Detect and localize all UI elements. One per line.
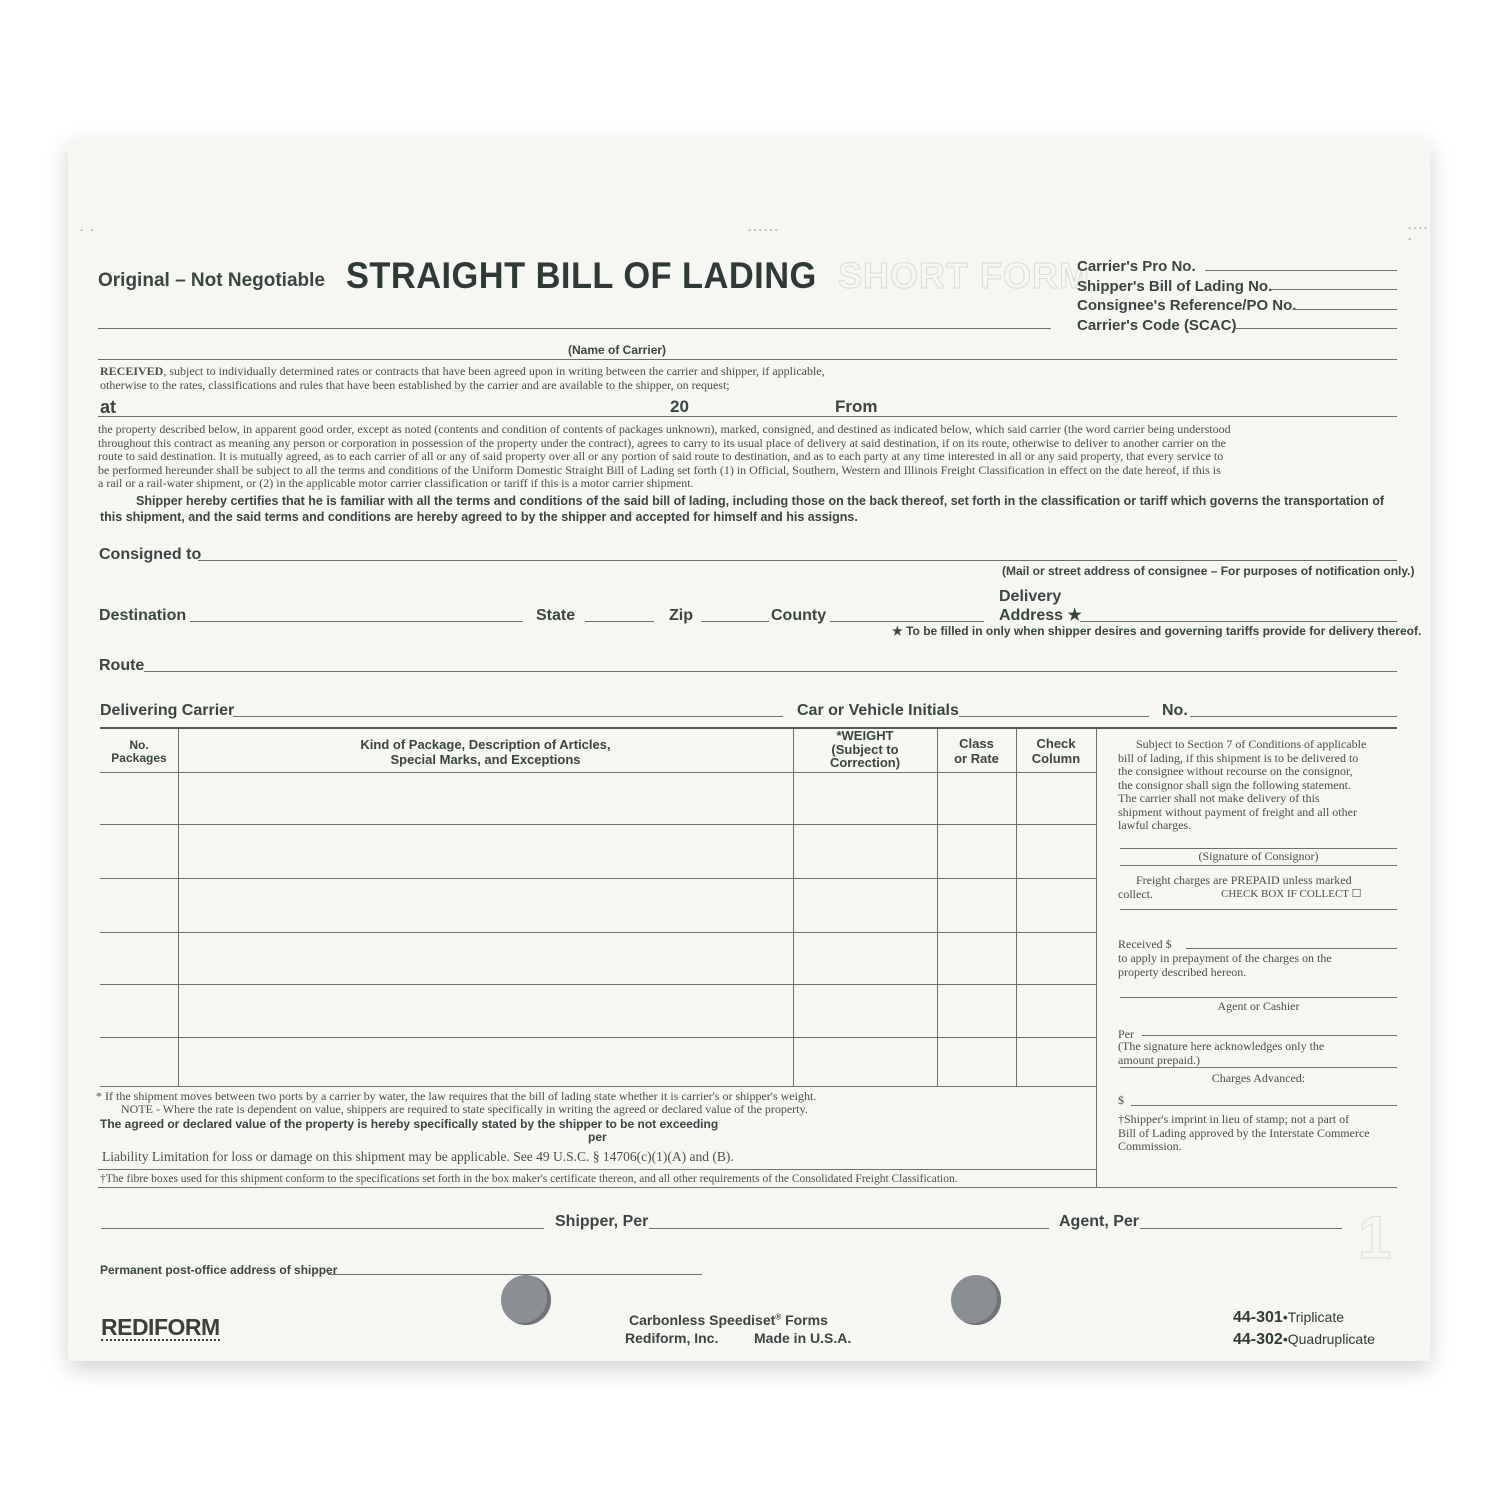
table-row[interactable] — [100, 984, 1096, 985]
received-amount-field[interactable] — [1186, 948, 1397, 949]
certify-line: this shipment, and the said terms and conditions are hereby agreed to by the shipper and accepted for himself and his assigns. — [100, 510, 858, 524]
carbonless-label: Carbonless Speediset® Forms — [629, 1312, 828, 1328]
signature-note-line: (The signature here acknowledges only the — [1118, 1039, 1325, 1053]
imprint-text — [1118, 1113, 1403, 1154]
car-initials-label: Car or Vehicle Initials — [797, 702, 959, 719]
received-line1: , subject to individually determined rates or contracts that have been agreed upon in writing between the carrier and shipper, if applicable, — [163, 364, 825, 378]
terms-line: route to said destination. It is mutually agreed, as to each carrier of all or any of said property over all or any portion of said route to destination, and as to each party at any time interested in all or any said property, that every service to — [98, 449, 1224, 463]
carrier-ref-labels — [1077, 257, 1296, 335]
form-number-triplicate — [1233, 1309, 1344, 1327]
col-header-text: Packages — [111, 751, 167, 765]
destination-label: Destination — [99, 607, 187, 624]
vehicle-no-label: No. — [1162, 702, 1188, 719]
mail-address-note: (Mail or street address of consignee – For purposes of notification only.) — [1002, 564, 1415, 578]
perforation-mark: ------ — [748, 225, 780, 236]
agent-cashier-label: Agent or Cashier — [1217, 999, 1300, 1013]
form-number: 44-302 — [1233, 1331, 1283, 1348]
water-footnote: * If the shipment moves between two ports by a carrier by water, the law requires that the bill of lading state whether it is carrier's or shipper's weight. — [96, 1089, 817, 1103]
perforation-mark: ----- — [1408, 223, 1430, 245]
consigned-to-label: Consigned to — [99, 546, 202, 563]
side-panel-divider — [1096, 729, 1097, 1187]
liability-text: Liability Limitation for loss or damage on this shipment may be applicable. See 49 U.S.C. § 14706(c)(1)(A) and (B). — [102, 1149, 734, 1164]
terms-line: the property described below, in apparent good order, except as noted (contents and condition of contents of packages unknown), marked, consigned, and destined as indicated below, which said carrier (the word carrier being understood — [98, 422, 1231, 436]
copy-number: 1 — [1358, 1204, 1392, 1271]
table-top-border — [100, 727, 1397, 729]
section7-line: The carrier shall not make delivery of this — [1118, 791, 1320, 805]
table-col-divider — [793, 729, 794, 1087]
col-header-text: *WEIGHT — [836, 728, 894, 743]
col-header-text: Class — [959, 736, 994, 751]
divider — [1120, 1067, 1397, 1068]
col-header-text: No. — [129, 738, 149, 752]
apply-text — [1118, 952, 1403, 979]
col-header-text: Correction) — [829, 755, 901, 770]
form-number-quadruplicate — [1233, 1331, 1375, 1349]
terms-line: a rail or a rail-water shipment, or (2) in the applicable motor carrier classification or tariff if this is a motor carrier shipment. — [98, 476, 694, 490]
permanent-address-label: Permanent post-office address of shipper — [100, 1263, 338, 1277]
table-row[interactable] — [100, 1086, 1096, 1087]
imprint-line: Commission. — [1118, 1139, 1182, 1153]
section7-line: the consignor shall sign the following statement. — [1118, 777, 1351, 792]
col-header-text: Special Marks, and Exceptions — [390, 752, 581, 767]
car-initials-field[interactable] — [959, 716, 1149, 717]
from-label: From — [835, 397, 878, 416]
divider — [98, 1169, 1096, 1170]
permanent-address-field[interactable] — [328, 1274, 702, 1275]
agent-per-label: Agent, Per — [1059, 1213, 1140, 1230]
perforation-mark: - - — [80, 225, 96, 236]
divider — [98, 359, 1397, 360]
table-row[interactable] — [100, 932, 1096, 933]
agent-cashier-field[interactable] — [1120, 997, 1397, 998]
address-word: Address ★ — [999, 607, 1082, 624]
bill-of-lading-sheet — [68, 139, 1430, 1361]
apply-line: to apply in prepayment of the charges on the — [1118, 951, 1332, 965]
state-label: State — [536, 607, 576, 624]
terms-line: be performed hereunder shall be subject to all the terms and conditions of the Uniform Domestic Straight Bill of Lading set forth (1) in Official, Southern, Western and Illinois Freight Classification in effect on the date hereof, if this is — [98, 462, 1221, 477]
zip-field[interactable] — [701, 621, 769, 622]
shipper-bol-label: Shipper's Bill of Lading No. — [1077, 277, 1273, 295]
signature-note — [1118, 1040, 1403, 1067]
per-field[interactable] — [1142, 1035, 1397, 1036]
carrier-pro-field[interactable] — [1205, 270, 1397, 271]
scac-label: Carrier's Code (SCAC) — [1077, 316, 1237, 334]
signature-note-line: amount prepaid.) — [1118, 1052, 1200, 1067]
collect-checkbox[interactable]: CHECK BOX IF COLLECT ☐ — [1221, 887, 1362, 900]
section7-line: the consignee without recourse on the consignor, — [1118, 764, 1353, 778]
form-number: 44-301 — [1233, 1309, 1283, 1326]
punch-hole — [951, 1275, 1001, 1325]
table-col-divider — [937, 729, 938, 1087]
freight-charges-line: Freight charges are PREPAID unless marked — [1136, 873, 1352, 887]
col-header-text: Column — [1031, 751, 1081, 766]
original-label: Original – Not Negotiable — [98, 270, 325, 291]
consigned-to-field[interactable] — [198, 560, 1397, 561]
scac-field[interactable] — [1233, 328, 1397, 329]
agent-per-field[interactable] — [1140, 1228, 1342, 1229]
received-word: RECEIVED — [100, 364, 164, 378]
received-dollar-label: Received $ — [1118, 937, 1172, 951]
route-field[interactable] — [144, 671, 1397, 672]
page-title: STRAIGHT BILL OF LADING — [346, 255, 817, 296]
col-header-weight — [793, 729, 937, 770]
certify-text — [100, 493, 1400, 525]
fibre-boxes-note: †The fibre boxes used for this shipment conform to the specifications set forth in the box maker's certificate thereon, and all other requirements of the Consolidated Freight Classification. — [100, 1173, 958, 1185]
certify-line: Shipper hereby certifies that he is familiar with all the terms and conditions of the said bill of lading, including those on the back thereof, set forth in the classification or tariff which governs the transportation of — [136, 494, 1385, 508]
punch-hole — [501, 1275, 551, 1325]
state-field[interactable] — [585, 621, 654, 622]
delivery-word: Delivery — [999, 588, 1062, 605]
zip-label: Zip — [669, 607, 693, 624]
col-header-text: (Subject to — [831, 741, 899, 757]
delivery-note: ★ To be filled in only when shipper desires and governing tariffs provide for delivery thereof. — [892, 624, 1422, 638]
imprint-line: Bill of Lading approved by the Interstate Commerce — [1118, 1125, 1370, 1140]
year-label: 20 — [670, 397, 689, 416]
route-label: Route — [99, 657, 145, 674]
section7-line: bill of lading, if this shipment is to be delivered to — [1118, 750, 1359, 765]
county-label: County — [771, 607, 827, 624]
imprint-line: †Shipper's imprint in lieu of stamp; not a part of — [1118, 1112, 1350, 1126]
shipper-per-label: Shipper, Per — [555, 1213, 649, 1230]
form-type: •Quadruplicate — [1282, 1331, 1375, 1347]
form-type: •Triplicate — [1282, 1309, 1345, 1325]
shipper-per-field[interactable] — [649, 1228, 1049, 1229]
section7-line: shipment without payment of freight and all other — [1118, 804, 1357, 819]
destination-field[interactable] — [190, 621, 523, 622]
apply-line: property described hereon. — [1118, 964, 1247, 979]
section7-text — [1118, 738, 1403, 833]
section7-line: lawful charges. — [1118, 818, 1192, 832]
dollar-sign: $ — [1118, 1093, 1124, 1107]
forms-text: Forms — [781, 1312, 828, 1328]
divider — [98, 1187, 1397, 1188]
terms-line: throughout this contract as meaning any person or corporation in possession of the property under the contract), agrees to carry to its usual place of delivery at said destination, if on its route, otherwise to deliver to another carrier on the — [98, 435, 1226, 450]
delivering-carrier-field[interactable] — [233, 716, 783, 717]
value-note: NOTE - Where the rate is dependent on value, shippers are required to state specifically in writing the agreed or declared value of the property. — [121, 1102, 808, 1116]
carrier-name-field[interactable] — [98, 328, 1051, 329]
carbonless-text: Carbonless Speediset — [629, 1312, 776, 1328]
company-label: Rediform, Inc. — [625, 1330, 719, 1346]
charges-advanced-field[interactable] — [1131, 1105, 1397, 1106]
delivering-carrier-label: Delivering Carrier — [100, 702, 235, 719]
table-col-divider — [1016, 729, 1017, 1087]
collect-word: collect. — [1118, 886, 1153, 901]
table-row[interactable] — [100, 1037, 1096, 1038]
col-header-text: Kind of Package, Description of Articles, — [360, 737, 611, 752]
col-header-class — [937, 736, 1016, 766]
delivery-address-label — [999, 587, 1082, 625]
consignee-ref-field[interactable] — [1292, 309, 1397, 310]
col-header-packages — [100, 739, 178, 765]
county-field[interactable] — [830, 621, 984, 622]
received-line2: otherwise to the rates, classifications and rules that have been established by the carrier and are available to the shipper, on request; — [100, 377, 730, 392]
col-header-text: Check — [1036, 736, 1076, 751]
per-label: Per — [1118, 1027, 1134, 1041]
shipper-field[interactable] — [101, 1228, 544, 1229]
charges-advanced-label: Charges Advanced: — [1211, 1071, 1306, 1085]
section7-line: Subject to Section 7 of Conditions of applicable — [1136, 737, 1367, 751]
divider — [1120, 909, 1397, 910]
at-date-from-field[interactable] — [98, 416, 1397, 417]
col-header-check — [1016, 736, 1096, 766]
at-label: at — [100, 397, 117, 417]
table-col-divider — [178, 729, 179, 1087]
vehicle-no-field[interactable] — [1190, 716, 1397, 717]
shipper-bol-field[interactable] — [1271, 289, 1397, 290]
declared-per-label: per — [588, 1130, 607, 1144]
carrier-pro-label: Carrier's Pro No. — [1077, 258, 1196, 275]
table-row[interactable] — [100, 824, 1096, 825]
received-text — [100, 365, 980, 392]
table-header-divider — [100, 772, 1096, 773]
table-row[interactable] — [100, 878, 1096, 879]
name-of-carrier-label: (Name of Carrier) — [568, 343, 667, 357]
rediform-logo: REDIFORM — [101, 1314, 220, 1340]
col-header-text: or Rate — [954, 751, 999, 766]
freight-charges-text — [1118, 874, 1403, 901]
col-header-kind — [178, 737, 793, 767]
declared-value-text: The agreed or declared value of the property is hereby specifically stated by the shipper to be not exceeding — [100, 1117, 719, 1131]
made-in-label: Made in U.S.A. — [754, 1330, 852, 1346]
consignee-ref-label: Consignee's Reference/PO No. — [1077, 297, 1297, 314]
delivery-address-field[interactable] — [1080, 621, 1397, 622]
divider — [1120, 865, 1397, 866]
terms-text — [98, 423, 1398, 491]
short-form-watermark: SHORT FORM — [838, 255, 1090, 296]
signature-consignor-label: (Signature of Consignor) — [1198, 849, 1319, 863]
